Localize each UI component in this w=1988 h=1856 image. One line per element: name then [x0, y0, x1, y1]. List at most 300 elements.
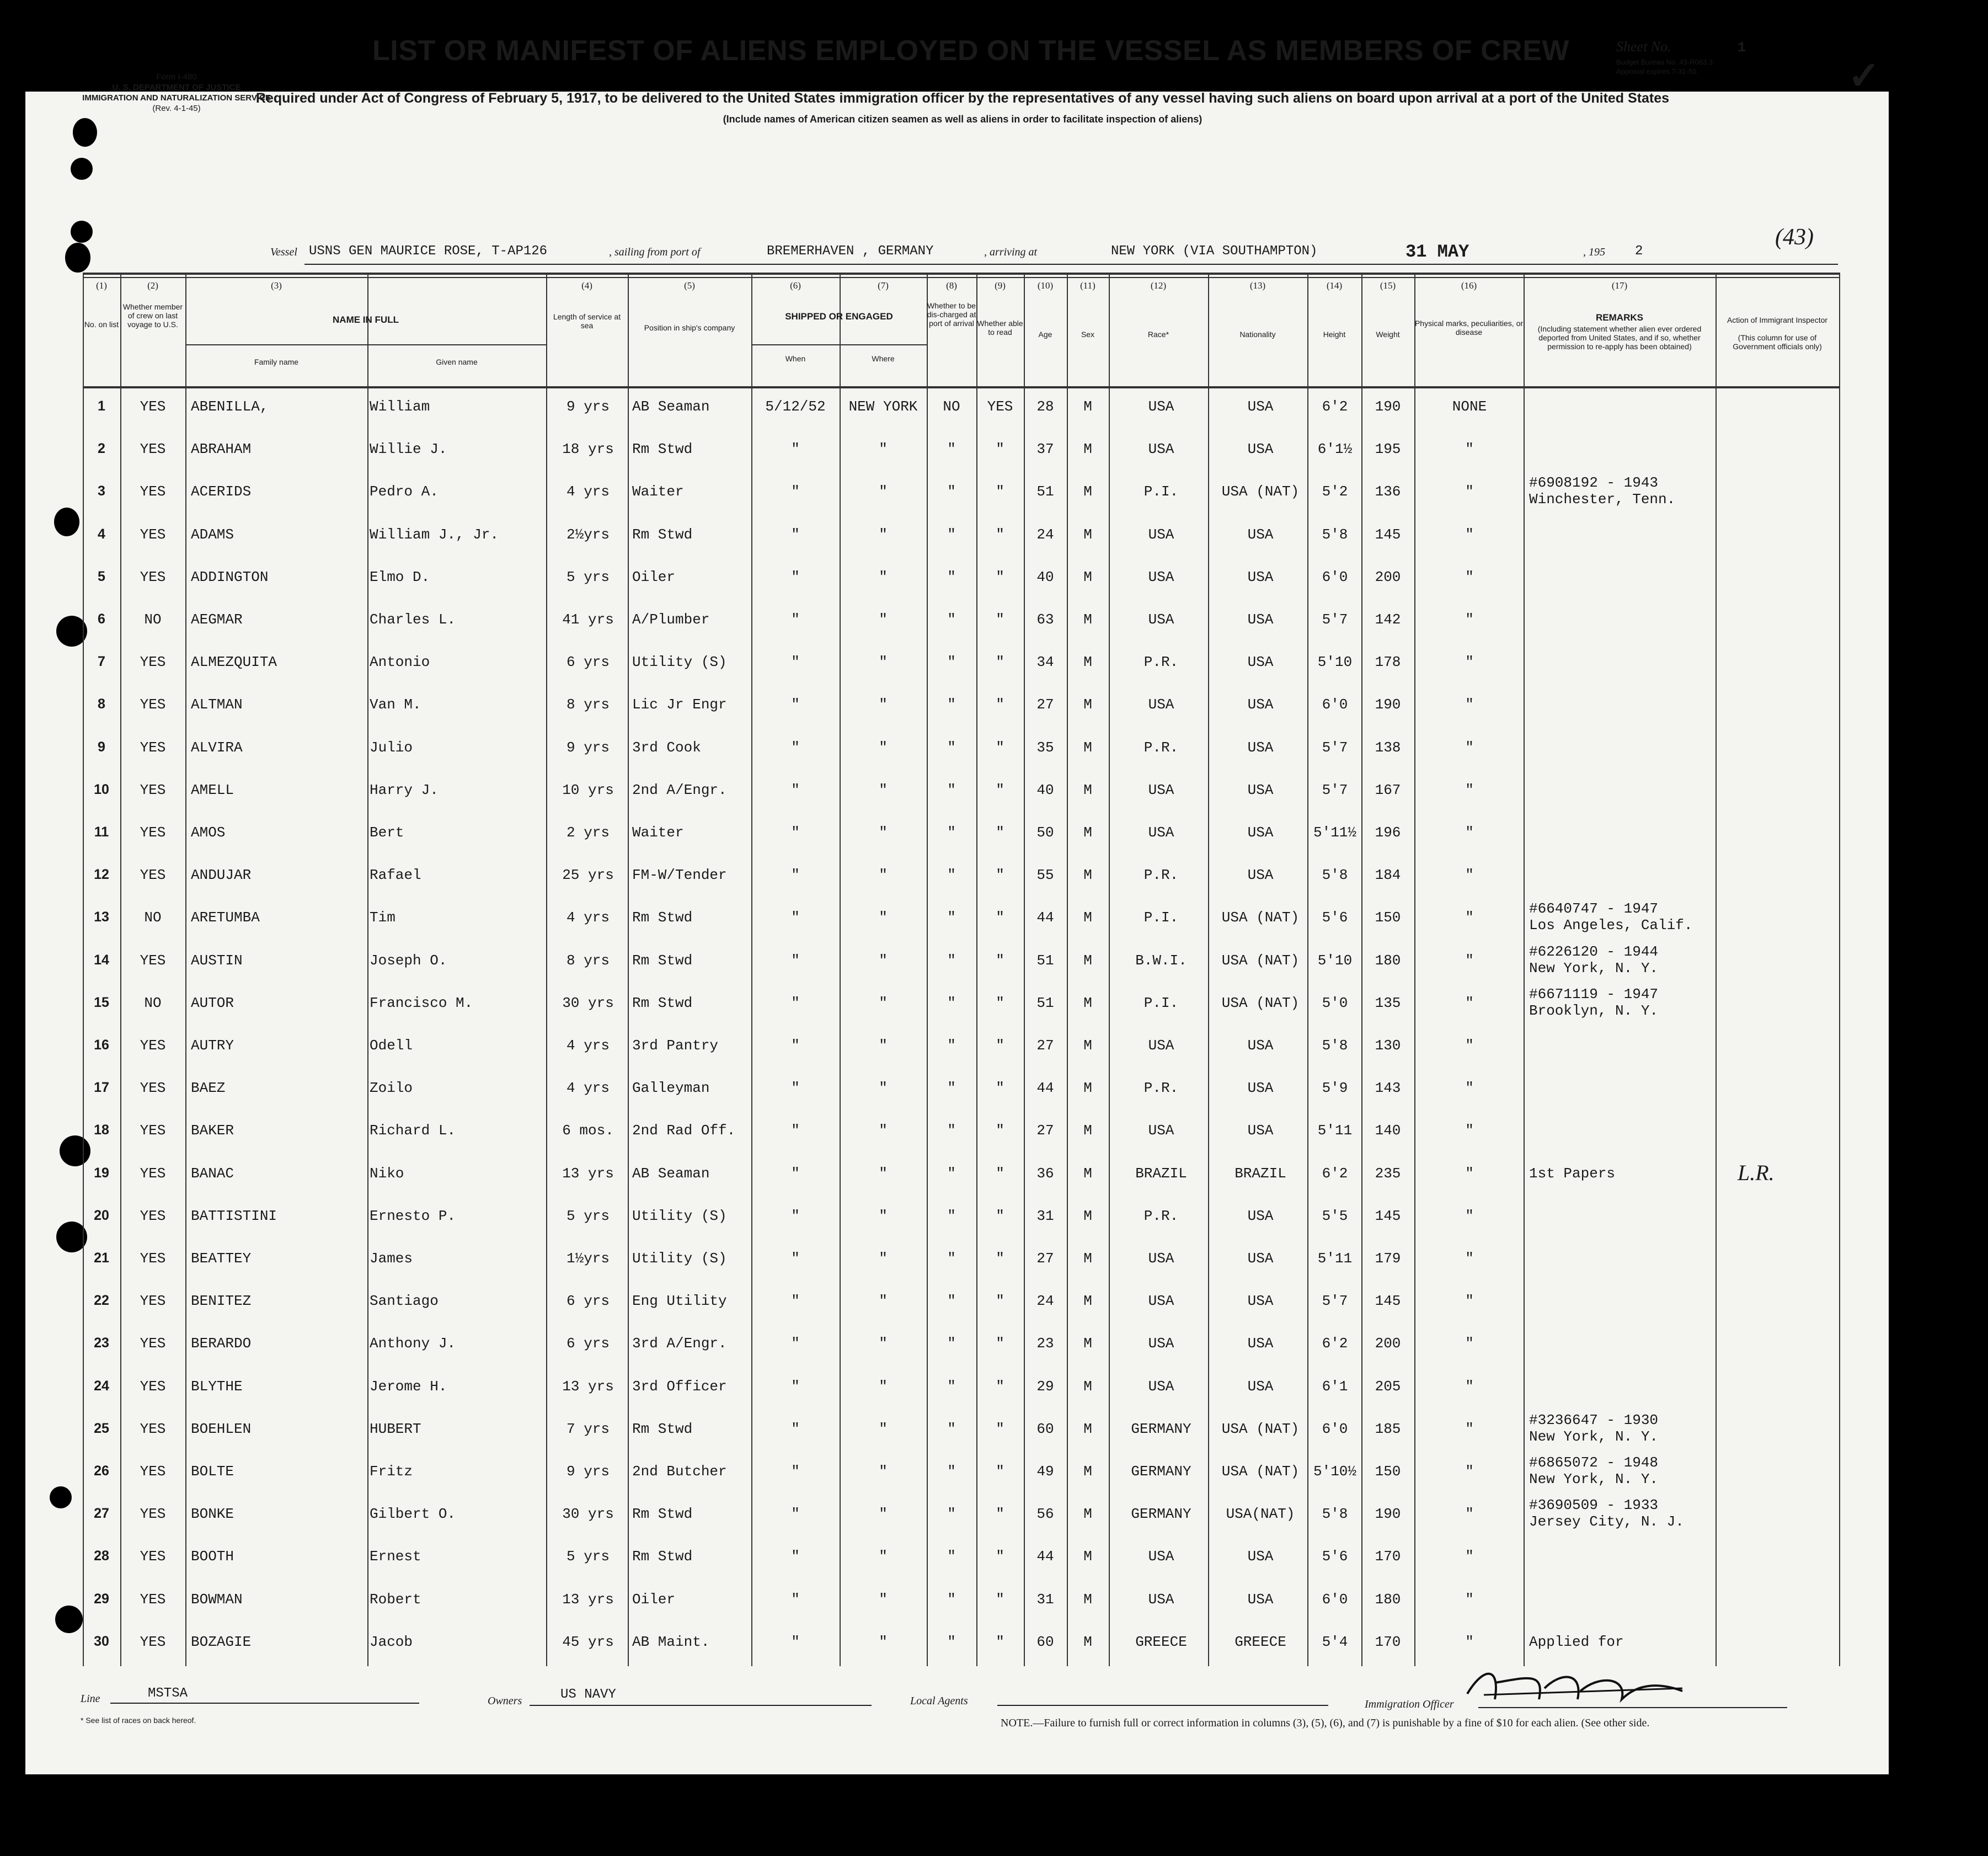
shipped-where-cell: "	[879, 781, 888, 798]
length-cell: 5 yrs	[566, 1207, 610, 1224]
shipped-when-cell: "	[791, 611, 800, 628]
read-cell: "	[996, 1591, 1004, 1608]
sex-cell: M	[1083, 1122, 1092, 1139]
shipped-when-cell: "	[791, 654, 800, 671]
member-cell: YES	[140, 526, 166, 543]
sex-cell: M	[1083, 1207, 1092, 1224]
weight-cell: 140	[1375, 1122, 1401, 1139]
sex-cell: M	[1083, 1463, 1092, 1480]
height-cell: 6'2	[1322, 398, 1348, 415]
age-cell: 31	[1036, 1591, 1054, 1608]
read-cell: "	[996, 909, 1004, 926]
discharged-cell: "	[947, 1506, 956, 1523]
footer-agents-rule	[997, 1705, 1328, 1706]
margin-note: (43)	[1775, 225, 1814, 250]
row-number: 4	[98, 526, 105, 542]
age-cell: 27	[1036, 1037, 1054, 1054]
read-cell: "	[996, 1080, 1004, 1097]
length-cell: 30 yrs	[562, 994, 614, 1011]
position-cell: FM-W/Tender	[632, 867, 727, 884]
nationality-cell: USA	[1247, 1378, 1274, 1395]
shipped-when-cell: "	[791, 568, 800, 585]
header-name-in-full: NAME IN FULL	[333, 314, 399, 325]
weight-cell: 135	[1375, 994, 1401, 1011]
shipped-where-cell: "	[879, 1548, 888, 1565]
age-cell: 44	[1036, 909, 1054, 926]
header-family-name: Family name	[254, 358, 299, 366]
sex-cell: M	[1083, 568, 1092, 585]
position-cell: Utility (S)	[632, 1250, 727, 1267]
height-cell: 5'8	[1322, 526, 1348, 543]
revision: (Rev. 4-1-45)	[152, 104, 201, 113]
remarks-line: #6640747 - 1947	[1529, 900, 1659, 918]
discharged-cell: "	[947, 739, 956, 756]
weight-cell: 138	[1375, 739, 1401, 756]
given-name-cell: Antonio	[370, 654, 430, 671]
given-name-cell: Ernesto P.	[370, 1207, 456, 1224]
weight-cell: 142	[1375, 611, 1401, 628]
length-cell: 4 yrs	[566, 1037, 610, 1054]
given-name-cell: Gilbert O.	[370, 1506, 456, 1523]
age-cell: 23	[1036, 1335, 1054, 1352]
form-number: Form I-480	[156, 72, 197, 82]
read-cell: YES	[987, 398, 1013, 415]
discharged-cell: "	[947, 1207, 956, 1224]
given-name-cell: Francisco M.	[370, 994, 473, 1011]
discharged-cell: "	[947, 526, 956, 543]
race-cell: P.R.	[1143, 1207, 1179, 1224]
sex-cell: M	[1083, 952, 1092, 969]
position-cell: 2nd A/Engr.	[632, 781, 727, 798]
shipped-when-cell: "	[791, 483, 800, 500]
height-cell: 5'7	[1322, 739, 1348, 756]
row-number: 24	[94, 1378, 109, 1394]
length-cell: 9 yrs	[566, 739, 610, 756]
weight-cell: 196	[1375, 824, 1401, 841]
length-cell: 4 yrs	[566, 1080, 610, 1097]
sex-cell: M	[1083, 611, 1092, 628]
column-divider	[628, 273, 629, 1666]
nationality-cell: USA (NAT)	[1221, 909, 1300, 926]
row-number: 13	[94, 909, 109, 925]
weight-cell: 145	[1375, 1207, 1401, 1224]
weight-cell: 180	[1375, 952, 1401, 969]
footer-officer-label: Immigration Officer	[1365, 1698, 1454, 1710]
position-cell: Galleyman	[632, 1080, 710, 1097]
length-cell: 13 yrs	[562, 1591, 614, 1608]
height-cell: 6'1½	[1317, 441, 1353, 458]
column-divider	[546, 273, 547, 1666]
races-note: * See list of races on back hereof.	[81, 1716, 196, 1725]
height-cell: 5'10½	[1313, 1463, 1356, 1480]
shipped-where-cell: "	[879, 441, 888, 458]
sex-cell: M	[1083, 1250, 1092, 1267]
age-cell: 50	[1036, 824, 1054, 841]
row-number: 16	[94, 1037, 109, 1053]
family-name-cell: AEGMAR	[191, 611, 243, 628]
remarks-line: #6865072 - 1948	[1529, 1454, 1659, 1471]
shipped-when-cell: "	[791, 739, 800, 756]
read-cell: "	[996, 654, 1004, 671]
race-cell: USA	[1148, 398, 1174, 415]
remarks-line: New York, N. Y.	[1529, 1471, 1659, 1487]
weight-cell: 205	[1375, 1378, 1401, 1395]
position-cell: Lic Jr Engr	[632, 696, 727, 713]
remarks-line: Jersey City, N. J.	[1529, 1513, 1684, 1530]
position-cell: AB Seaman	[632, 398, 710, 415]
height-cell: 5'5	[1322, 1207, 1348, 1224]
given-name-cell: Robert	[370, 1591, 421, 1608]
sex-cell: M	[1083, 1037, 1092, 1054]
year-label: , 195	[1583, 246, 1605, 258]
position-cell: 3rd Pantry	[632, 1037, 719, 1054]
family-name-cell: BANAC	[191, 1165, 234, 1182]
height-cell: 5'7	[1322, 1293, 1348, 1310]
shipped-where-cell: "	[879, 1293, 888, 1310]
race-cell: BRAZIL	[1135, 1165, 1187, 1182]
age-cell: 60	[1036, 1420, 1054, 1437]
member-cell: YES	[140, 1293, 166, 1310]
height-cell: 6'0	[1322, 568, 1348, 585]
nationality-cell: USA	[1247, 739, 1274, 756]
column-divider	[1414, 273, 1415, 1666]
family-name-cell: ALMEZQUITA	[191, 654, 277, 671]
weight-cell: 136	[1375, 483, 1401, 500]
sailing-port: BREMERHAVEN , GERMANY	[767, 244, 934, 259]
column-number: (12)	[1150, 280, 1167, 291]
read-cell: "	[996, 1165, 1004, 1182]
length-cell: 41 yrs	[562, 611, 614, 628]
nationality-cell: USA	[1247, 1037, 1274, 1054]
race-cell: USA	[1148, 1293, 1174, 1310]
age-cell: 37	[1036, 441, 1054, 458]
row-number: 17	[94, 1080, 109, 1096]
shipped-where-cell: "	[879, 696, 888, 713]
nationality-cell: USA (NAT)	[1221, 952, 1300, 969]
physical-marks-cell: "	[1465, 1122, 1474, 1139]
nationality-cell: USA	[1247, 1207, 1274, 1224]
table-top-rule	[83, 277, 1839, 278]
sex-cell: M	[1083, 398, 1092, 415]
sex-cell: M	[1083, 1378, 1092, 1395]
shipped-when-cell: "	[791, 1207, 800, 1224]
length-cell: 5 yrs	[566, 568, 610, 585]
position-cell: Oiler	[632, 1591, 676, 1608]
member-cell: YES	[140, 696, 166, 713]
physical-marks-cell: "	[1465, 1080, 1474, 1097]
nationality-cell: USA(NAT)	[1226, 1506, 1295, 1523]
length-cell: 4 yrs	[566, 909, 610, 926]
family-name-cell: AMELL	[191, 781, 234, 798]
race-cell: USA	[1148, 526, 1174, 543]
sex-cell: M	[1083, 654, 1092, 671]
nationality-cell: BRAZIL	[1235, 1165, 1286, 1182]
binder-hole	[55, 1606, 83, 1633]
position-cell: Rm Stwd	[632, 909, 693, 926]
physical-marks-cell: "	[1465, 1293, 1474, 1310]
header-when: When	[785, 354, 806, 363]
physical-marks-cell: "	[1465, 739, 1474, 756]
family-name-cell: BAKER	[191, 1122, 234, 1139]
length-cell: 8 yrs	[566, 696, 610, 713]
shipped-where-cell: "	[879, 1250, 888, 1267]
sex-cell: M	[1083, 526, 1092, 543]
vessel-line	[270, 225, 1815, 266]
given-name-cell: Julio	[370, 739, 413, 756]
race-cell: P.R.	[1143, 1080, 1179, 1097]
position-cell: Rm Stwd	[632, 1420, 693, 1437]
weight-cell: 145	[1375, 1293, 1401, 1310]
nationality-cell: USA	[1247, 1548, 1274, 1565]
read-cell: "	[996, 994, 1004, 1011]
length-cell: 6 yrs	[566, 1335, 610, 1352]
position-cell: AB Seaman	[632, 1165, 710, 1182]
member-cell: NO	[144, 994, 162, 1011]
row-number: 25	[94, 1420, 109, 1436]
check-mark-icon: ✓	[1848, 55, 1880, 98]
shipped-where-cell: "	[879, 1335, 888, 1352]
length-cell: 1½yrs	[566, 1250, 610, 1267]
race-cell: USA	[1148, 1037, 1174, 1054]
sex-cell: M	[1083, 1165, 1092, 1182]
physical-marks-cell: "	[1465, 654, 1474, 671]
nationality-cell: USA	[1247, 1122, 1274, 1139]
sex-cell: M	[1083, 1633, 1092, 1650]
position-cell: Eng Utility	[632, 1293, 727, 1310]
header-sex: Sex	[1081, 330, 1095, 339]
column-number: (1)	[96, 280, 107, 291]
race-cell: USA	[1148, 568, 1174, 585]
shipped-where-cell: "	[879, 994, 888, 1011]
header-physical-marks: Physical marks, peculiarities, or disease	[1414, 319, 1524, 337]
row-number: 5	[98, 568, 105, 584]
binder-hole	[54, 508, 79, 536]
sex-cell: M	[1083, 1420, 1092, 1437]
budget-info	[1616, 57, 1715, 76]
height-cell: 6'2	[1322, 1165, 1348, 1182]
given-name-cell: Joseph O.	[370, 952, 447, 969]
physical-marks-cell: "	[1465, 611, 1474, 628]
row-number: 20	[94, 1207, 109, 1223]
footer-owners-label: Owners	[488, 1695, 522, 1707]
weight-cell: 170	[1375, 1633, 1401, 1650]
position-cell: 3rd A/Engr.	[632, 1335, 727, 1352]
row-number: 11	[94, 824, 109, 840]
remarks-line: Applied for	[1529, 1633, 1624, 1650]
family-name-cell: AMOS	[191, 824, 226, 841]
physical-marks-cell: "	[1465, 1335, 1474, 1352]
row-number: 21	[94, 1250, 109, 1266]
read-cell: "	[996, 568, 1004, 585]
height-cell: 5'8	[1322, 867, 1348, 884]
budget-number: Budget Bureau No. 43-R063.3.	[1616, 58, 1715, 66]
given-name-cell: William J., Jr.	[370, 526, 499, 543]
position-cell: 3rd Officer	[632, 1378, 727, 1395]
family-name-cell: BATTISTINI	[191, 1207, 277, 1224]
physical-marks-cell: "	[1465, 781, 1474, 798]
age-cell: 27	[1036, 696, 1054, 713]
shipped-where-cell: "	[879, 654, 888, 671]
member-cell: YES	[140, 1633, 166, 1650]
column-number: (3)	[271, 280, 282, 291]
column-number: (17)	[1611, 280, 1628, 291]
length-cell: 6 yrs	[566, 654, 610, 671]
height-cell: 5'6	[1322, 909, 1348, 926]
race-cell: USA	[1148, 1250, 1174, 1267]
read-cell: "	[996, 1548, 1004, 1565]
row-number: 27	[94, 1506, 109, 1522]
member-cell: YES	[140, 1420, 166, 1437]
age-cell: 28	[1036, 398, 1054, 415]
race-cell: USA	[1148, 611, 1174, 628]
race-cell: P.I.	[1143, 909, 1179, 926]
remarks-line: 1st Papers	[1529, 1165, 1616, 1182]
column-divider	[1839, 273, 1840, 1666]
race-cell: P.I.	[1143, 994, 1179, 1011]
remarks-line: Brooklyn, N. Y.	[1529, 1002, 1659, 1019]
position-cell: Oiler	[632, 568, 676, 585]
service: IMMIGRATION AND NATURALIZATION SERVICE	[82, 93, 271, 103]
weight-cell: 184	[1375, 867, 1401, 884]
physical-marks-cell: "	[1465, 483, 1474, 500]
age-cell: 63	[1036, 611, 1054, 628]
physical-marks-cell: "	[1465, 1037, 1474, 1054]
family-name-cell: BOWMAN	[191, 1591, 243, 1608]
race-cell: P.R.	[1143, 867, 1179, 884]
sex-cell: M	[1083, 1506, 1092, 1523]
length-cell: 18 yrs	[562, 441, 614, 458]
member-cell: YES	[140, 824, 166, 841]
physical-marks-cell: "	[1465, 1250, 1474, 1267]
column-divider	[1716, 273, 1717, 1666]
header-bottom-rule	[83, 386, 1839, 388]
header-able-to-read: Whether able to read	[977, 319, 1023, 337]
shipped-when-cell: "	[791, 441, 800, 458]
row-number: 26	[94, 1463, 109, 1479]
nationality-cell: USA	[1247, 568, 1274, 585]
column-number: (2)	[147, 280, 158, 291]
column-number: (4)	[581, 280, 592, 291]
sex-cell: M	[1083, 1591, 1092, 1608]
discharged-cell: "	[947, 1335, 956, 1352]
shipped-where-cell: "	[879, 1165, 888, 1182]
shipped-when-cell: "	[791, 1122, 800, 1139]
physical-marks-cell: "	[1465, 526, 1474, 543]
given-name-cell: Bert	[370, 824, 404, 841]
height-cell: 5'8	[1322, 1506, 1348, 1523]
footer-owners-rule	[530, 1705, 872, 1706]
header-position: Position in ship's company	[644, 323, 735, 332]
height-cell: 5'11	[1317, 1122, 1353, 1139]
age-cell: 29	[1036, 1378, 1054, 1395]
footer-line-value: MSTSA	[148, 1686, 188, 1701]
height-cell: 5'9	[1322, 1080, 1348, 1097]
shipped-when-cell: "	[791, 1250, 800, 1267]
arriving-port: NEW YORK (VIA SOUTHAMPTON)	[1111, 244, 1318, 259]
shipped-where-cell: "	[879, 1037, 888, 1054]
column-number: (6)	[790, 280, 801, 291]
discharged-cell: "	[947, 1293, 956, 1310]
position-cell: 2nd Rad Off.	[632, 1122, 736, 1139]
discharged-cell: "	[947, 1548, 956, 1565]
given-name-cell: William	[370, 398, 430, 415]
read-cell: "	[996, 526, 1004, 543]
race-cell: USA	[1148, 781, 1174, 798]
position-cell: Waiter	[632, 483, 684, 500]
sex-cell: M	[1083, 994, 1092, 1011]
binder-hole	[50, 1486, 72, 1508]
shipped-when-cell: "	[791, 1335, 800, 1352]
age-cell: 55	[1036, 867, 1054, 884]
discharged-cell: "	[947, 952, 956, 969]
shipped-when-cell: "	[791, 1293, 800, 1310]
weight-cell: 130	[1375, 1037, 1401, 1054]
read-cell: "	[996, 611, 1004, 628]
header-height: Height	[1323, 330, 1346, 339]
family-name-cell: BONKE	[191, 1506, 234, 1523]
shipped-where-cell: "	[879, 568, 888, 585]
sex-cell: M	[1083, 441, 1092, 458]
age-cell: 49	[1036, 1463, 1054, 1480]
age-cell: 35	[1036, 739, 1054, 756]
column-divider	[367, 273, 368, 1666]
sex-cell: M	[1083, 781, 1092, 798]
weight-cell: 195	[1375, 441, 1401, 458]
nationality-cell: USA	[1247, 1250, 1274, 1267]
nationality-cell: USA	[1247, 1293, 1274, 1310]
physical-marks-cell: "	[1465, 441, 1474, 458]
family-name-cell: AUSTIN	[191, 952, 243, 969]
read-cell: "	[996, 952, 1004, 969]
discharged-cell: "	[947, 696, 956, 713]
weight-cell: 150	[1375, 1463, 1401, 1480]
nationality-cell: USA (NAT)	[1221, 1420, 1300, 1437]
column-divider	[840, 273, 841, 1666]
family-name-cell: ARETUMBA	[191, 909, 260, 926]
discharged-cell: "	[947, 654, 956, 671]
race-cell: USA	[1148, 441, 1174, 458]
family-name-cell: BOOTH	[191, 1548, 234, 1565]
read-cell: "	[996, 1122, 1004, 1139]
weight-cell: 143	[1375, 1080, 1401, 1097]
height-cell: 5'4	[1322, 1633, 1348, 1650]
shipped-where-cell: "	[879, 1207, 888, 1224]
read-cell: "	[996, 1378, 1004, 1395]
column-divider	[1067, 273, 1068, 1666]
member-cell: YES	[140, 398, 166, 415]
height-cell: 6'0	[1322, 1420, 1348, 1437]
physical-marks-cell: "	[1465, 1548, 1474, 1565]
shipped-where-cell: NEW YORK	[848, 398, 918, 415]
age-cell: 27	[1036, 1122, 1054, 1139]
row-number: 1	[98, 398, 105, 414]
race-cell: P.R.	[1143, 654, 1179, 671]
physical-marks-cell: "	[1465, 1420, 1474, 1437]
discharged-cell: "	[947, 1633, 956, 1650]
column-divider	[927, 273, 928, 1666]
position-cell: AB Maint.	[632, 1633, 710, 1650]
discharged-cell: "	[947, 1037, 956, 1054]
nationality-cell: USA (NAT)	[1221, 483, 1300, 500]
column-divider	[1524, 273, 1525, 1666]
physical-marks-cell: "	[1465, 568, 1474, 585]
physical-marks-cell: "	[1465, 1463, 1474, 1480]
remarks-line: New York, N. Y.	[1529, 1428, 1659, 1445]
race-cell: P.I.	[1143, 483, 1179, 500]
header-length-service: Length of service at sea	[553, 312, 621, 330]
family-name-cell: BLYTHE	[191, 1378, 243, 1395]
header-whether-member: Whether member of crew on last voyage to U.S.	[122, 302, 183, 329]
